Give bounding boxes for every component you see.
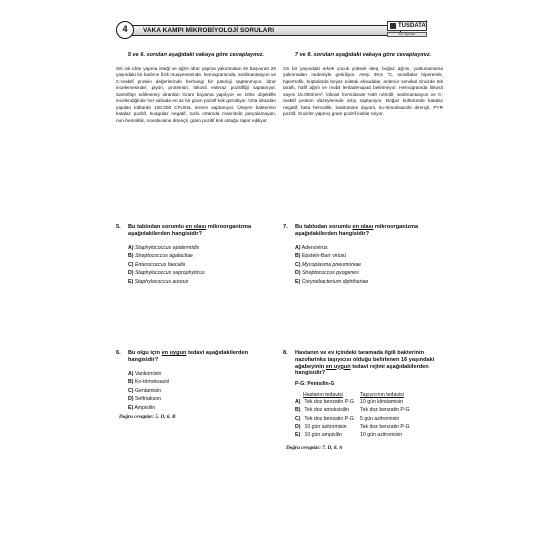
question-8 <box>283 350 443 451</box>
question-number: 7. <box>283 224 288 230</box>
abbreviation-note: P-G: Penisilin-G <box>295 381 335 388</box>
case-right-title: 7 ve 8. soruları aşağıdaki vakaya göre cevaplayınız. <box>294 52 432 58</box>
logo-text: TUSDATA <box>398 23 426 29</box>
question-text: Bu olgu için en uygun tedavi aşağıdakilerden hangisidir? <box>128 350 248 363</box>
answer-key: Doğru cevaplar: 5. D, 6. B <box>119 413 176 420</box>
page-header <box>116 20 427 40</box>
option-b[interactable]: B) Tek doz amoksisilin Tek doz benzatin P-G <box>295 407 410 414</box>
option-c[interactable]: C) Mycoplasma pneumoniae <box>295 261 362 268</box>
option-d[interactable]: D) Streptococcus pyogenes <box>295 270 359 277</box>
option-b[interactable]: B) Ko-trimoksazol <box>128 379 170 386</box>
question-5 <box>116 224 276 287</box>
option-a[interactable]: A) Staphylococcus epidermidis <box>128 244 200 251</box>
column-header-carrier: Taşıyıcının tedavisi <box>360 392 404 399</box>
question-text: Bu tablodan sorumlu en olası mikroorganizma aşağıdakilerden hangisidir? <box>295 224 419 237</box>
case-right-body: On bir yaşındaki erkek çocuk yüksek ateş, boğaz ağrısı, yutkunamama yakınmaları nedeniyle getiriliyor. Ateşi 39,6 °C, tonsillalar hiperemik, hipertrofik, kriptalarda beyaz noktalı eksudalar, anterior servikal zincirde tek taraflı, hafif ağrılı ve mobil lenfadenopati belirleniyor. Hemogramda lökosit sayısı 15.000/mm³, lökosit formülünde %80 nötrofil, sedimantasyon ve C-reaktif protein düzeylerinde artış saptanıyor. Boğaz kültüründe katalaz negatif, beta hemolitik, basitrasine duyarlı, ko-trimoksazole dirençli, PYR pozitif, zincirler yapmış gram pozitif koklar üriyor. <box>283 66 443 117</box>
option-a[interactable]: A) Vankomisin <box>128 370 162 377</box>
option-d[interactable]: D) Staphylococcus saprophyticus <box>128 270 205 277</box>
column-header-patient: Hastanın tedavisi <box>303 392 343 399</box>
option-b[interactable]: B) Epstein-Barr virüsü <box>295 253 347 260</box>
answer-key: Doğru cevaplar: 7. D, 8. A <box>286 445 343 452</box>
case-left-title: 5 ve 6. soruları aşağıdaki vakaya göre cevaplayınız. <box>127 52 265 58</box>
option-e[interactable]: E) Corynebacterium diphtheriae <box>295 278 369 285</box>
question-number: 5. <box>116 224 121 230</box>
case-right <box>283 52 443 118</box>
question-number: 6. <box>116 350 121 356</box>
logo-subtitle: Tıp Yayınları <box>387 32 427 37</box>
title-bar <box>128 25 401 36</box>
option-e[interactable]: E) 10 gün ampisilin 10 gün azitromisin <box>295 432 403 438</box>
option-c[interactable]: C) Enterococcus faecalis <box>128 261 186 268</box>
option-list <box>116 370 276 413</box>
case-left-body: Sık sık idrar yapma isteği ve ağrılı idrar yapma yakınmaları ile başvuran 26 yaşındaki bir kadının fizik muayenesinde, hemogramında, sedimantasyon ve C-reaktif protein değerlerinde herhangi bir patoloji saptanmıyor. İdrar incelemesinde; piyüri, proteinüri, lökosit esteraz pozitifliği saptanıyor. Santrifüje edilmemiş idrardan Gram boyama yapılıyor ve 100x objektifle incelendiğinde her sahada en az bir gram pozitif kok görülüyor. Orta idrardan yapılan kültürde 100.000 CFU/mL üreme saptanıyor. Üreyen bakterinin katalaz pozitif, koagülaz negatif, tuzlu ortamda mannitolü parçalamayan, non-hemolitik, novobiosine dirençli, gram pozitif kok olduğu rapor ediliyor. <box>116 66 276 123</box>
option-c[interactable]: C) Tek doz benzatin P-G 5 gün azitromisin <box>295 415 400 422</box>
logo-mark-icon <box>390 23 396 29</box>
option-list <box>116 244 276 287</box>
option-d[interactable]: D) 10 gün azitromisin Tek doz benzatin P-G <box>295 423 410 430</box>
option-a[interactable]: A) Tek doz benzatin P-G 10 gün klindamisin <box>295 399 403 406</box>
question-7 <box>283 224 443 287</box>
question-text: Bu tablodan sorumlu en olası mikroorganizma aşağıdakilerden hangisidir? <box>128 224 252 237</box>
publisher-logo <box>387 21 427 37</box>
option-c[interactable]: C) Gentamisin <box>128 387 162 394</box>
page-number: 4 <box>116 21 134 39</box>
question-text: Hastanın ve ev içindeki taramada ilgili bakterinin nazofarinks taşıyıcısı olduğu belirlenen 16 yaşındaki ağabeyinin en uygun tedavi rejimi aşağıdakilerden hangisidir? <box>295 350 435 377</box>
option-e[interactable]: E) Ampisilin <box>128 404 156 411</box>
question-6 <box>116 350 276 420</box>
option-a[interactable]: A) Adenovirüs <box>295 244 328 251</box>
page-title: VAKA KAMPI MİKROBİYOLOJİ SORULARI <box>143 27 275 34</box>
option-e[interactable]: E) Staphylococcus aureus <box>128 278 189 285</box>
case-left <box>116 52 276 124</box>
registered-mark: ® <box>425 19 428 24</box>
question-number: 8. <box>283 350 288 356</box>
option-d[interactable]: D) Seftriakson <box>128 396 161 403</box>
option-b[interactable]: B) Streptococcus agalactiae <box>128 253 193 260</box>
option-list <box>283 244 443 287</box>
